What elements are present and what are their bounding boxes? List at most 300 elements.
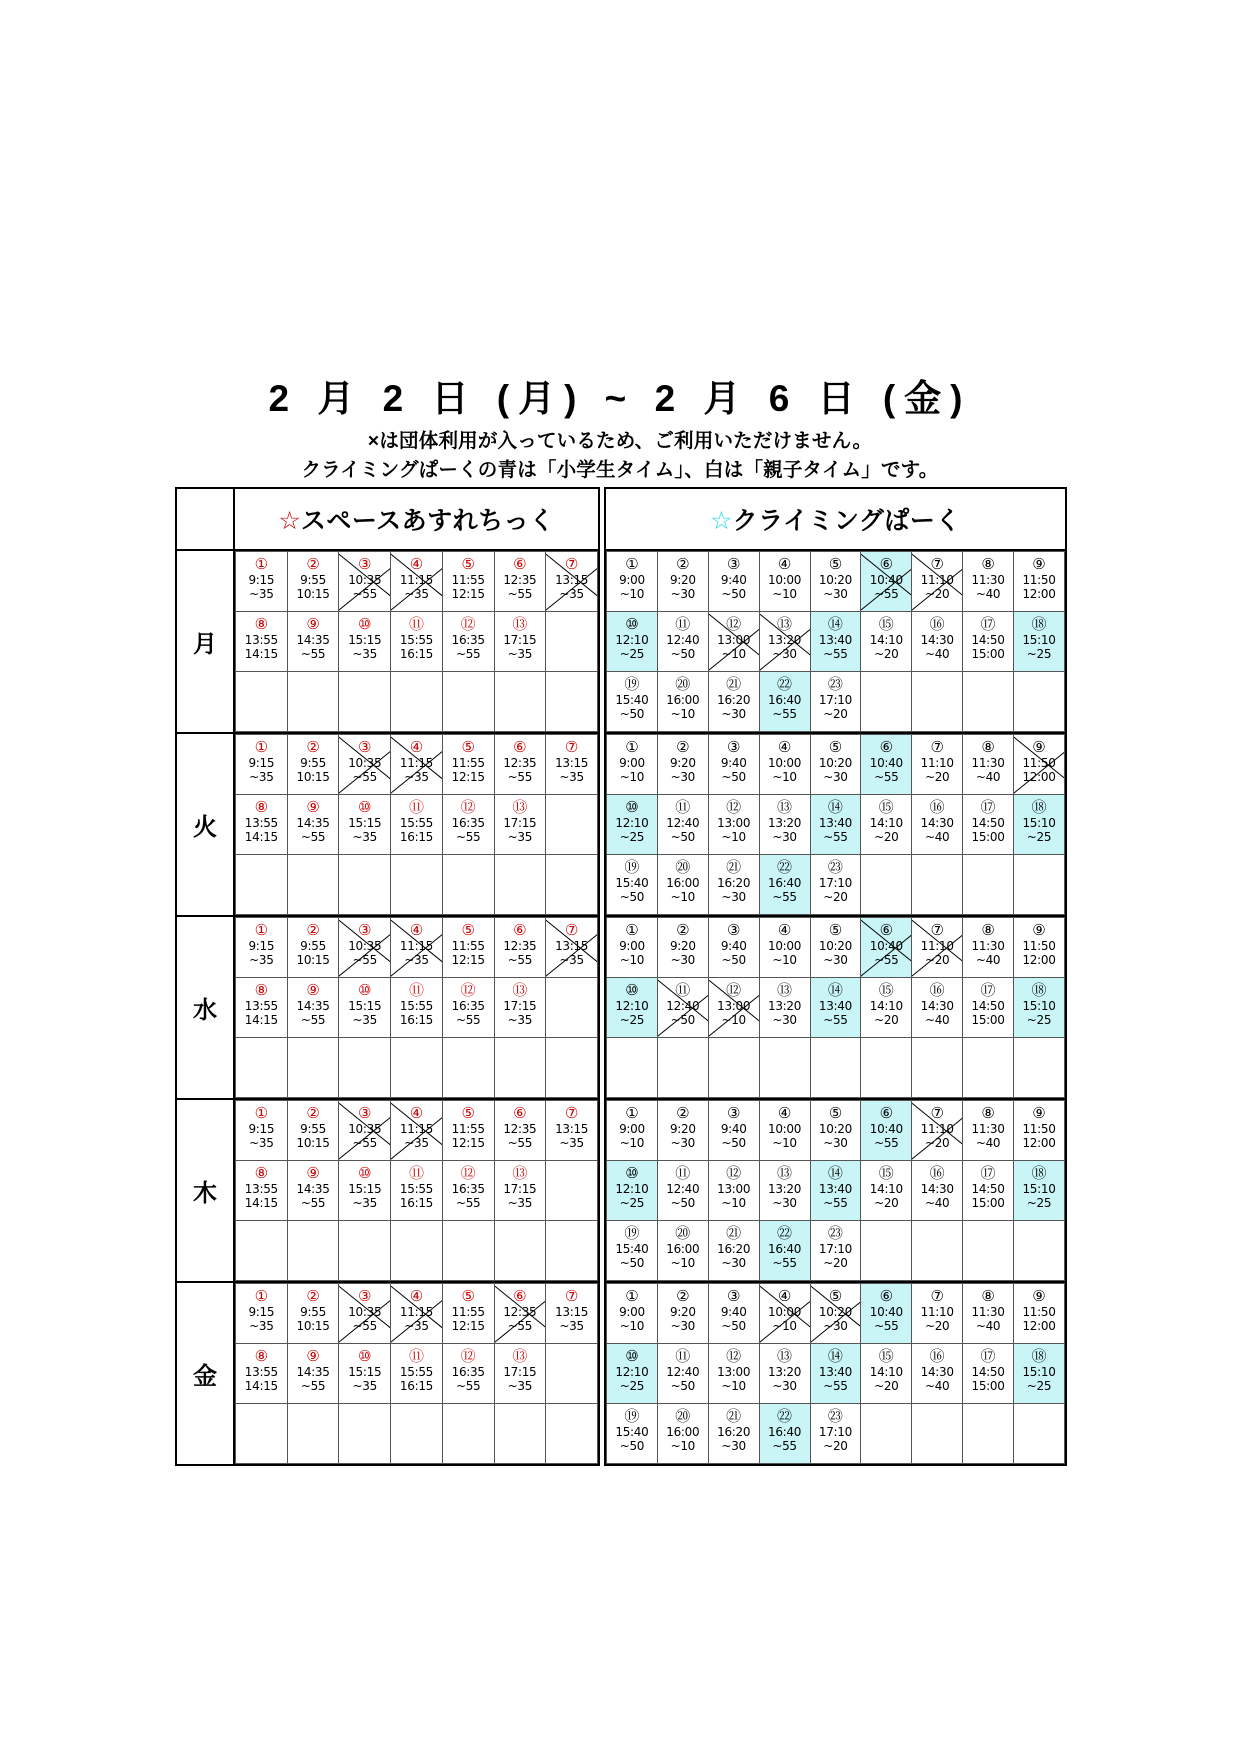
slot-time-start: 13:40 bbox=[818, 1365, 852, 1379]
slot-cell[interactable] bbox=[236, 552, 288, 612]
slot-cell[interactable] bbox=[546, 1284, 598, 1344]
slot-cell[interactable] bbox=[442, 612, 494, 672]
slot-time-start: 13:15 bbox=[555, 1305, 589, 1319]
slot-cell[interactable] bbox=[912, 1344, 963, 1404]
slot-grid bbox=[606, 1100, 1065, 1281]
slot-cell[interactable] bbox=[1014, 918, 1065, 978]
slot-cell[interactable] bbox=[810, 855, 861, 915]
slot-cell[interactable] bbox=[391, 795, 443, 855]
slot-cell[interactable] bbox=[963, 918, 1014, 978]
slot-cell[interactable] bbox=[391, 612, 443, 672]
slot-cell[interactable] bbox=[861, 735, 912, 795]
slot-time-end: ~20 bbox=[823, 890, 848, 904]
slot-cell[interactable] bbox=[912, 918, 963, 978]
slot-cell[interactable] bbox=[391, 1101, 443, 1161]
slot-cell[interactable] bbox=[759, 672, 810, 732]
slot-cell[interactable] bbox=[391, 918, 443, 978]
slot-time-start: 11:55 bbox=[451, 756, 485, 770]
slot-time-end: ~35 bbox=[404, 953, 429, 967]
slot-cell[interactable] bbox=[912, 1161, 963, 1221]
slot-number: ⑲ bbox=[624, 675, 640, 693]
slot-time-start: 15:15 bbox=[348, 1365, 382, 1379]
empty-slot-cell bbox=[546, 795, 598, 855]
star-icon-red: ☆ bbox=[278, 507, 301, 535]
slot-time-start: 10:40 bbox=[869, 1305, 903, 1319]
slot-time-end: ~35 bbox=[559, 770, 584, 784]
slot-time-end: ~30 bbox=[772, 1013, 797, 1027]
slot-cell[interactable] bbox=[1014, 735, 1065, 795]
slot-cell[interactable] bbox=[391, 1161, 443, 1221]
slot-number: ⑩ bbox=[625, 981, 639, 999]
slot-cell[interactable] bbox=[442, 1284, 494, 1344]
empty-slot-cell bbox=[494, 1221, 546, 1281]
athletic-section bbox=[234, 1099, 599, 1282]
slot-grid bbox=[606, 734, 1065, 915]
slot-cell[interactable] bbox=[810, 1344, 861, 1404]
slot-time-end: ~20 bbox=[823, 707, 848, 721]
slot-cell[interactable] bbox=[759, 1161, 810, 1221]
slot-cell[interactable] bbox=[391, 978, 443, 1038]
slot-cell[interactable] bbox=[963, 552, 1014, 612]
slot-cell[interactable] bbox=[810, 1101, 861, 1161]
slot-cell[interactable] bbox=[708, 672, 759, 732]
slot-cell[interactable] bbox=[963, 1161, 1014, 1221]
slot-time-end: ~35 bbox=[249, 1319, 274, 1333]
slot-cell[interactable] bbox=[759, 552, 810, 612]
slot-cell[interactable] bbox=[1014, 612, 1065, 672]
slot-cell[interactable] bbox=[607, 552, 658, 612]
slot-time-start: 13:15 bbox=[555, 573, 589, 587]
slot-cell[interactable] bbox=[339, 795, 391, 855]
slot-cell[interactable] bbox=[607, 1161, 658, 1221]
empty-slot-cell bbox=[963, 1404, 1014, 1464]
slot-cell[interactable] bbox=[810, 1404, 861, 1464]
slot-time-start: 9:40 bbox=[720, 1122, 747, 1136]
slot-number: ㉑ bbox=[726, 1407, 742, 1425]
slot-time-end: ~40 bbox=[924, 647, 950, 661]
slot-cell[interactable] bbox=[339, 552, 391, 612]
slot-cell[interactable] bbox=[657, 918, 708, 978]
slot-cell[interactable] bbox=[236, 1161, 288, 1221]
slot-cell[interactable] bbox=[546, 735, 598, 795]
slot-cell[interactable] bbox=[607, 795, 658, 855]
slot-number: ⑨ bbox=[1032, 738, 1046, 756]
slot-cell[interactable] bbox=[494, 918, 546, 978]
slot-cell[interactable] bbox=[339, 978, 391, 1038]
slot-cell[interactable] bbox=[759, 1404, 810, 1464]
slot-cell[interactable] bbox=[287, 978, 339, 1038]
slot-time-end: 10:15 bbox=[296, 770, 330, 784]
slot-cell[interactable] bbox=[963, 1344, 1014, 1404]
slot-time-end: ~30 bbox=[670, 587, 696, 601]
slot-number: ㉑ bbox=[726, 675, 742, 693]
slot-cell[interactable] bbox=[236, 1101, 288, 1161]
slot-cell[interactable] bbox=[810, 672, 861, 732]
slot-time-start: 14:35 bbox=[296, 816, 330, 830]
slot-time-start: 12:10 bbox=[615, 999, 649, 1013]
slot-cell[interactable] bbox=[339, 1161, 391, 1221]
slot-time-end: ~20 bbox=[924, 587, 950, 601]
slot-row bbox=[236, 1404, 598, 1464]
slot-time-end: ~30 bbox=[670, 953, 696, 967]
empty-slot-cell bbox=[391, 1038, 443, 1098]
slot-cell[interactable] bbox=[708, 978, 759, 1038]
slot-time-start: 15:10 bbox=[1022, 633, 1056, 647]
slot-time-end: ~25 bbox=[1026, 830, 1052, 844]
slot-cell[interactable] bbox=[494, 795, 546, 855]
slot-cell[interactable] bbox=[963, 612, 1014, 672]
slot-cell[interactable] bbox=[1014, 1344, 1065, 1404]
slot-time-start: 10:20 bbox=[818, 573, 852, 587]
slot-cell[interactable] bbox=[963, 795, 1014, 855]
slot-time-end: 15:00 bbox=[971, 1196, 1005, 1210]
slot-number: ⑨ bbox=[306, 1347, 320, 1365]
slot-cell[interactable] bbox=[607, 1404, 658, 1464]
slot-cell[interactable] bbox=[657, 1344, 708, 1404]
climbing-section bbox=[605, 1099, 1066, 1282]
slot-cell[interactable] bbox=[546, 1101, 598, 1161]
slot-number: ⑩ bbox=[358, 615, 372, 633]
slot-cell[interactable] bbox=[963, 978, 1014, 1038]
slot-number: ⑩ bbox=[358, 981, 372, 999]
slot-cell[interactable] bbox=[759, 1284, 810, 1344]
slot-time-end: ~25 bbox=[619, 1013, 645, 1027]
slot-cell[interactable] bbox=[657, 672, 708, 732]
slot-cell[interactable] bbox=[236, 1344, 288, 1404]
slot-cell[interactable] bbox=[810, 978, 861, 1038]
slot-cell[interactable] bbox=[810, 1221, 861, 1281]
empty-slot-cell bbox=[861, 1038, 912, 1098]
slot-number: ⑤ bbox=[461, 921, 475, 939]
slot-time-start: 13:00 bbox=[717, 1182, 751, 1196]
slot-number: ② bbox=[306, 1287, 320, 1305]
slot-cell[interactable] bbox=[759, 855, 810, 915]
slot-cell[interactable] bbox=[861, 918, 912, 978]
slot-cell[interactable] bbox=[607, 1344, 658, 1404]
slot-cell[interactable] bbox=[607, 735, 658, 795]
slot-cell[interactable] bbox=[708, 1344, 759, 1404]
empty-slot-cell bbox=[287, 1038, 339, 1098]
slot-cell[interactable] bbox=[759, 918, 810, 978]
day-row-月 bbox=[176, 550, 1066, 733]
slot-time-start: 16:40 bbox=[768, 876, 802, 890]
slot-cell[interactable] bbox=[391, 1284, 443, 1344]
empty-slot-cell bbox=[494, 1038, 546, 1098]
slot-cell[interactable] bbox=[339, 918, 391, 978]
slot-time-start: 11:15 bbox=[399, 573, 433, 587]
slot-cell[interactable] bbox=[442, 1101, 494, 1161]
slot-number: ⑩ bbox=[358, 1164, 372, 1182]
slot-time-start: 11:50 bbox=[1022, 756, 1056, 770]
slot-time-start: 13:40 bbox=[818, 816, 852, 830]
slot-number: ⑥ bbox=[513, 1104, 527, 1122]
slot-cell[interactable] bbox=[494, 1344, 546, 1404]
slot-cell[interactable] bbox=[708, 552, 759, 612]
slot-cell[interactable] bbox=[287, 612, 339, 672]
header-athletic bbox=[234, 488, 599, 550]
slot-cell[interactable] bbox=[607, 1284, 658, 1344]
slot-time-start: 15:15 bbox=[348, 633, 382, 647]
slot-time-start: 9:55 bbox=[300, 1122, 326, 1136]
day-row-木 bbox=[176, 1099, 1066, 1282]
slot-time-start: 11:50 bbox=[1022, 573, 1056, 587]
slot-cell[interactable] bbox=[759, 1344, 810, 1404]
slot-cell[interactable] bbox=[759, 1221, 810, 1281]
slot-cell[interactable] bbox=[607, 918, 658, 978]
slot-cell[interactable] bbox=[708, 612, 759, 672]
slot-time-end: ~50 bbox=[619, 1256, 645, 1270]
slot-time-end: ~55 bbox=[823, 647, 848, 661]
note-line-1: ×は団体利用が入っているため、ご利用いただけません。 bbox=[367, 430, 873, 452]
slot-cell[interactable] bbox=[810, 1161, 861, 1221]
slot-cell[interactable] bbox=[657, 612, 708, 672]
slot-cell[interactable] bbox=[607, 672, 658, 732]
slot-cell[interactable] bbox=[494, 612, 546, 672]
slot-time-start: 10:40 bbox=[869, 1122, 903, 1136]
slot-cell[interactable] bbox=[759, 735, 810, 795]
slot-time-end: ~55 bbox=[300, 1379, 326, 1393]
slot-cell[interactable] bbox=[546, 918, 598, 978]
slot-cell[interactable] bbox=[1014, 1284, 1065, 1344]
slot-time-start: 17:10 bbox=[818, 876, 852, 890]
slot-cell[interactable] bbox=[912, 795, 963, 855]
slot-cell[interactable] bbox=[391, 735, 443, 795]
slot-time-end: ~55 bbox=[823, 1196, 848, 1210]
slot-number: ⑦ bbox=[930, 1287, 944, 1305]
slot-row bbox=[607, 1221, 1065, 1281]
slot-number: ⑭ bbox=[827, 981, 843, 999]
slot-cell[interactable] bbox=[339, 1284, 391, 1344]
slot-cell[interactable] bbox=[657, 552, 708, 612]
athletic-section bbox=[234, 1282, 599, 1465]
slot-cell[interactable] bbox=[607, 1101, 658, 1161]
slot-cell[interactable] bbox=[657, 735, 708, 795]
slot-time-end: ~55 bbox=[352, 1319, 377, 1333]
slot-cell[interactable] bbox=[708, 1161, 759, 1221]
slot-number: ⑪ bbox=[408, 615, 424, 633]
slot-cell[interactable] bbox=[759, 1101, 810, 1161]
slot-cell[interactable] bbox=[1014, 1161, 1065, 1221]
slot-cell[interactable] bbox=[494, 1284, 546, 1344]
slot-cell[interactable] bbox=[287, 1101, 339, 1161]
slot-cell[interactable] bbox=[963, 735, 1014, 795]
slot-cell[interactable] bbox=[810, 612, 861, 672]
slot-cell[interactable] bbox=[236, 1284, 288, 1344]
slot-number: ⑧ bbox=[254, 1164, 269, 1182]
slot-cell[interactable] bbox=[708, 1404, 759, 1464]
athletic-section bbox=[234, 916, 599, 1099]
slot-cell[interactable] bbox=[287, 1161, 339, 1221]
slot-time-start: 12:35 bbox=[503, 573, 537, 587]
slot-number: ③ bbox=[726, 1104, 741, 1122]
slot-time-end: ~50 bbox=[670, 1379, 696, 1393]
slot-cell[interactable] bbox=[861, 612, 912, 672]
slot-cell[interactable] bbox=[810, 918, 861, 978]
slot-cell[interactable] bbox=[861, 1101, 912, 1161]
slot-time-start: 9:00 bbox=[619, 1122, 645, 1136]
slot-cell[interactable] bbox=[442, 552, 494, 612]
slot-cell[interactable] bbox=[759, 612, 810, 672]
slot-time-start: 12:35 bbox=[503, 756, 537, 770]
slot-time-end: ~20 bbox=[924, 1136, 950, 1150]
slot-cell[interactable] bbox=[1014, 1101, 1065, 1161]
slot-row bbox=[607, 795, 1065, 855]
slot-number: ⑤ bbox=[461, 738, 475, 756]
slot-cell[interactable] bbox=[657, 1161, 708, 1221]
slot-cell[interactable] bbox=[391, 552, 443, 612]
slot-cell[interactable] bbox=[708, 1221, 759, 1281]
slot-cell[interactable] bbox=[861, 552, 912, 612]
slot-number: ④ bbox=[409, 921, 424, 939]
slot-cell[interactable] bbox=[442, 795, 494, 855]
slot-cell[interactable] bbox=[607, 1221, 658, 1281]
slot-time-end: ~55 bbox=[772, 1256, 797, 1270]
slot-cell[interactable] bbox=[810, 552, 861, 612]
slot-cell[interactable] bbox=[708, 735, 759, 795]
slot-cell[interactable] bbox=[810, 795, 861, 855]
slot-time-end: ~10 bbox=[670, 1256, 696, 1270]
slot-cell[interactable] bbox=[708, 795, 759, 855]
slot-cell[interactable] bbox=[339, 1101, 391, 1161]
slot-cell[interactable] bbox=[236, 978, 288, 1038]
empty-slot-cell bbox=[287, 1404, 339, 1464]
slot-cell[interactable] bbox=[1014, 552, 1065, 612]
slot-cell[interactable] bbox=[861, 1284, 912, 1344]
slot-cell[interactable] bbox=[657, 1284, 708, 1344]
slot-number: ⑤ bbox=[828, 555, 843, 573]
slot-time-end: 12:00 bbox=[1022, 1136, 1056, 1150]
slot-time-start: 9:55 bbox=[300, 939, 326, 953]
slot-number: ⑥ bbox=[879, 1287, 894, 1305]
slot-time-end: ~10 bbox=[619, 953, 645, 967]
slot-cell[interactable] bbox=[236, 918, 288, 978]
slot-number: ⑥ bbox=[513, 555, 527, 573]
slot-cell[interactable] bbox=[287, 1344, 339, 1404]
slot-cell[interactable] bbox=[912, 1284, 963, 1344]
slot-cell[interactable] bbox=[546, 552, 598, 612]
slot-number: ⑪ bbox=[675, 615, 691, 633]
slot-time-end: ~20 bbox=[874, 1379, 899, 1393]
slot-cell[interactable] bbox=[339, 735, 391, 795]
slot-cell[interactable] bbox=[1014, 795, 1065, 855]
slot-cell[interactable] bbox=[657, 1404, 708, 1464]
slot-time-start: 14:35 bbox=[296, 633, 330, 647]
slot-cell[interactable] bbox=[494, 978, 546, 1038]
slot-cell[interactable] bbox=[810, 735, 861, 795]
slot-cell[interactable] bbox=[708, 1284, 759, 1344]
slot-cell[interactable] bbox=[657, 978, 708, 1038]
slot-cell[interactable] bbox=[236, 612, 288, 672]
slot-number: ⑱ bbox=[1031, 1347, 1047, 1365]
slot-cell[interactable] bbox=[657, 1221, 708, 1281]
slot-cell[interactable] bbox=[759, 795, 810, 855]
slot-cell[interactable] bbox=[759, 978, 810, 1038]
slot-cell[interactable] bbox=[287, 918, 339, 978]
slot-time-start: 14:30 bbox=[920, 1365, 954, 1379]
slot-cell[interactable] bbox=[391, 1344, 443, 1404]
slot-cell[interactable] bbox=[494, 1161, 546, 1221]
slot-row bbox=[607, 1161, 1065, 1221]
slot-number: ⑭ bbox=[827, 798, 843, 816]
slot-time-start: 13:55 bbox=[244, 633, 278, 647]
slot-cell[interactable] bbox=[657, 1101, 708, 1161]
slot-time-end: ~10 bbox=[619, 1136, 645, 1150]
slot-cell[interactable] bbox=[494, 735, 546, 795]
empty-slot-cell bbox=[339, 672, 391, 732]
empty-slot-cell bbox=[963, 1221, 1014, 1281]
slot-cell[interactable] bbox=[607, 978, 658, 1038]
slot-cell[interactable] bbox=[607, 612, 658, 672]
slot-cell[interactable] bbox=[287, 1284, 339, 1344]
slot-cell[interactable] bbox=[861, 978, 912, 1038]
slot-cell[interactable] bbox=[963, 1101, 1014, 1161]
slot-cell[interactable] bbox=[442, 1344, 494, 1404]
slot-cell[interactable] bbox=[287, 795, 339, 855]
slot-cell[interactable] bbox=[236, 735, 288, 795]
slot-number: ⑫ bbox=[460, 1347, 476, 1365]
empty-slot-cell bbox=[339, 1038, 391, 1098]
slot-number: ⑩ bbox=[625, 1347, 639, 1365]
slot-cell[interactable] bbox=[657, 855, 708, 915]
slot-cell[interactable] bbox=[861, 1161, 912, 1221]
slot-cell[interactable] bbox=[1014, 978, 1065, 1038]
slot-row bbox=[236, 1344, 598, 1404]
slot-cell[interactable] bbox=[494, 1101, 546, 1161]
slot-cell[interactable] bbox=[442, 978, 494, 1038]
slot-cell[interactable] bbox=[442, 735, 494, 795]
slot-time-start: 12:10 bbox=[615, 816, 649, 830]
slot-cell[interactable] bbox=[494, 552, 546, 612]
slot-cell[interactable] bbox=[339, 1344, 391, 1404]
slot-cell[interactable] bbox=[442, 1161, 494, 1221]
slot-cell[interactable] bbox=[810, 1284, 861, 1344]
slot-time-start: 9:20 bbox=[669, 1122, 696, 1136]
slot-cell[interactable] bbox=[708, 918, 759, 978]
slot-time-end: ~50 bbox=[670, 1196, 696, 1210]
slot-cell[interactable] bbox=[861, 1344, 912, 1404]
slot-cell[interactable] bbox=[442, 918, 494, 978]
slot-cell[interactable] bbox=[657, 795, 708, 855]
slot-time-start: 9:15 bbox=[248, 1305, 275, 1319]
slot-cell[interactable] bbox=[912, 978, 963, 1038]
slot-cell[interactable] bbox=[607, 855, 658, 915]
slot-cell[interactable] bbox=[912, 735, 963, 795]
slot-cell[interactable] bbox=[287, 552, 339, 612]
slot-cell[interactable] bbox=[708, 855, 759, 915]
slot-time-end: ~35 bbox=[507, 830, 533, 844]
slot-cell[interactable] bbox=[963, 1284, 1014, 1344]
slot-cell[interactable] bbox=[339, 612, 391, 672]
slot-cell[interactable] bbox=[912, 1101, 963, 1161]
slot-time-end: ~50 bbox=[721, 953, 746, 967]
slot-cell[interactable] bbox=[912, 552, 963, 612]
slot-time-end: ~25 bbox=[619, 1196, 645, 1210]
slot-cell[interactable] bbox=[861, 795, 912, 855]
slot-time-end: 12:15 bbox=[451, 953, 485, 967]
slot-time-start: 13:40 bbox=[818, 999, 852, 1013]
slot-cell[interactable] bbox=[236, 795, 288, 855]
slot-cell[interactable] bbox=[708, 1101, 759, 1161]
slot-time-start: 9:00 bbox=[619, 1305, 645, 1319]
empty-slot-cell bbox=[546, 1344, 598, 1404]
slot-number: ① bbox=[625, 738, 639, 756]
slot-time-start: 15:55 bbox=[399, 816, 433, 830]
slot-number: ① bbox=[625, 1287, 639, 1305]
slot-cell[interactable] bbox=[912, 612, 963, 672]
slot-time-end: ~40 bbox=[924, 830, 950, 844]
slot-number: ⑱ bbox=[1031, 798, 1047, 816]
slot-cell[interactable] bbox=[287, 735, 339, 795]
